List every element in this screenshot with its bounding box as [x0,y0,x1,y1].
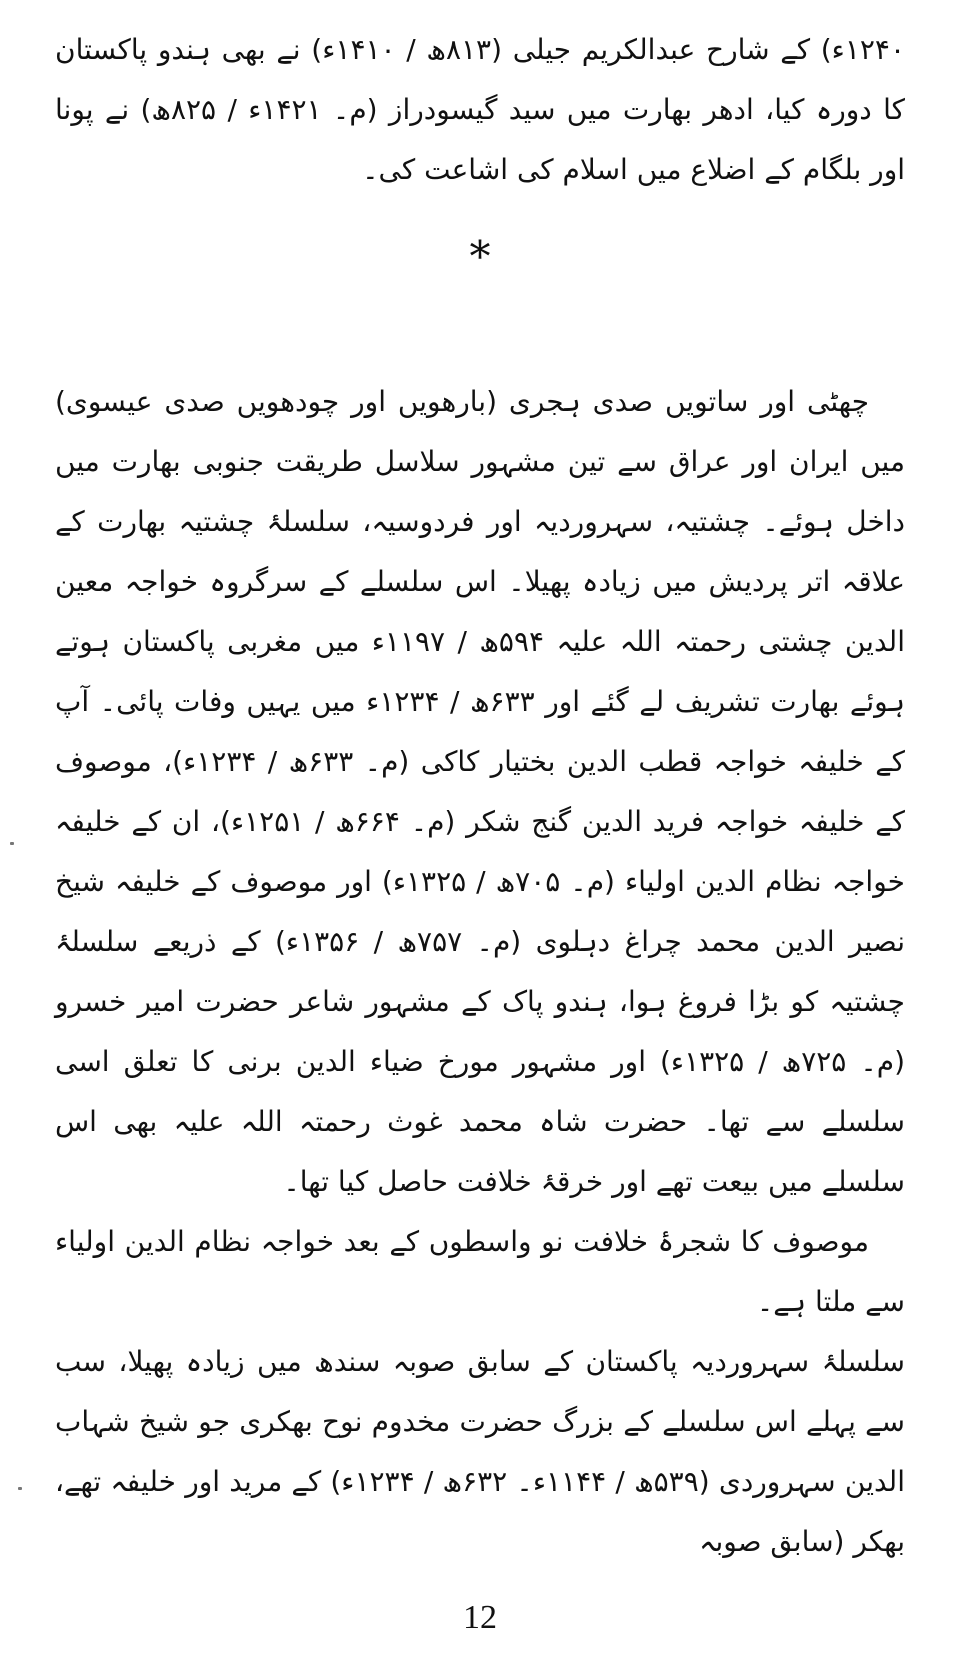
section-separator: * [469,232,491,281]
paragraph-suhrawardiya: سلسلۂ سہروردیہ پاکستان کے سابق صوبہ سندھ میں زیادہ پھیلا، سب سے پہلے اس سلسلے کے بزرگ حضرت مخدوم نوح بھکری جو شیخ شہاب الدین سہروردی (۵۳۹ھ / ۱۱۴۴ء۔ ۶۳۲ھ / ۱۲۳۴ء) کے مرید اور خلیفہ تھے، بھکر (سابق صوبہ [55,1345,905,1558]
intro-paragraph-block [55,20,905,200]
paragraph-chishtiya: چھٹی اور ساتویں صدی ہجری (بارھویں اور چودھویں صدی عیسوی) میں ایران اور عراق سے تین مشہور سلاسل طریقت جنوبی بھارت میں داخل ہوئے۔ چشتیہ، سہروردیہ اور فردوسیہ، سلسلۂ چشتیہ بھارت کے علاقہ اتر پردیش میں زیادہ پھیلا۔ اس سلسلے کے سرگروہ خواجہ معین الدین چشتی رحمتہ اللہ علیہ ۵۹۴ھ / ۱۱۹۷ء میں مغربی پاکستان ہوتے ہوئے بھارت تشریف لے گئے اور ۶۳۳ھ / ۱۲۳۴ء میں یہیں وفات پائی۔ آپ کے خلیفہ خواجہ قطب الدین بختیار کاکی (م۔ ۶۳۳ھ / ۱۲۳۴ء)، موصوف کے خلیفہ خواجہ فرید الدین گنج شکر (م۔ ۶۶۴ھ / ۱۲۵۱ء)، ان کے خلیفہ خواجہ نظام الدین اولیاء (م۔ ۷۰۵ھ / ۱۳۲۵ء) اور موصوف کے خلیفہ شیخ نصیر الدین محمد چراغ دہلوی (م۔ ۷۵۷ھ / ۱۳۵۶ء) کے ذریعے سلسلۂ چشتیہ کو بڑا فروغ ہوا، ہندو پاک کے مشہور شاعر حضرت امیر خسرو (م۔ ۷۲۵ھ / ۱۳۲۵ء) اور مشہور مورخ ضیاء الدین برنی کا تعلق اسی سلسلے سے تھا۔ حضرت شاہ محمد غوث رحمتہ اللہ علیہ بھی اس سلسلے میں بیعت تھے اور خرقۂ خلافت حاصل کیا تھا۔ [55,385,905,1198]
page-number: 12 [463,1599,497,1636]
paragraph-shajra: موصوف کا شجرۂ خلافت نو واسطوں کے بعد خواجہ نظام الدین اولیاء سے ملتا ہے۔ [55,1225,905,1318]
intro-paragraph: ۱۲۴۰ء) کے شارح عبدالکریم جیلی (۸۱۳ھ / ۱۴۱۰ء) نے بھی ہندو پاکستان کا دورہ کیا، ادھر بھارت میں سید گیسودراز (م۔ ۱۴۲۱ء / ۸۲۵ھ) نے پونا اور بلگام کے اضلاع میں اسلام کی اشاعت کی۔ [55,33,905,186]
scan-speck [10,842,14,845]
body-text [55,372,905,1572]
scan-speck [18,1487,22,1490]
